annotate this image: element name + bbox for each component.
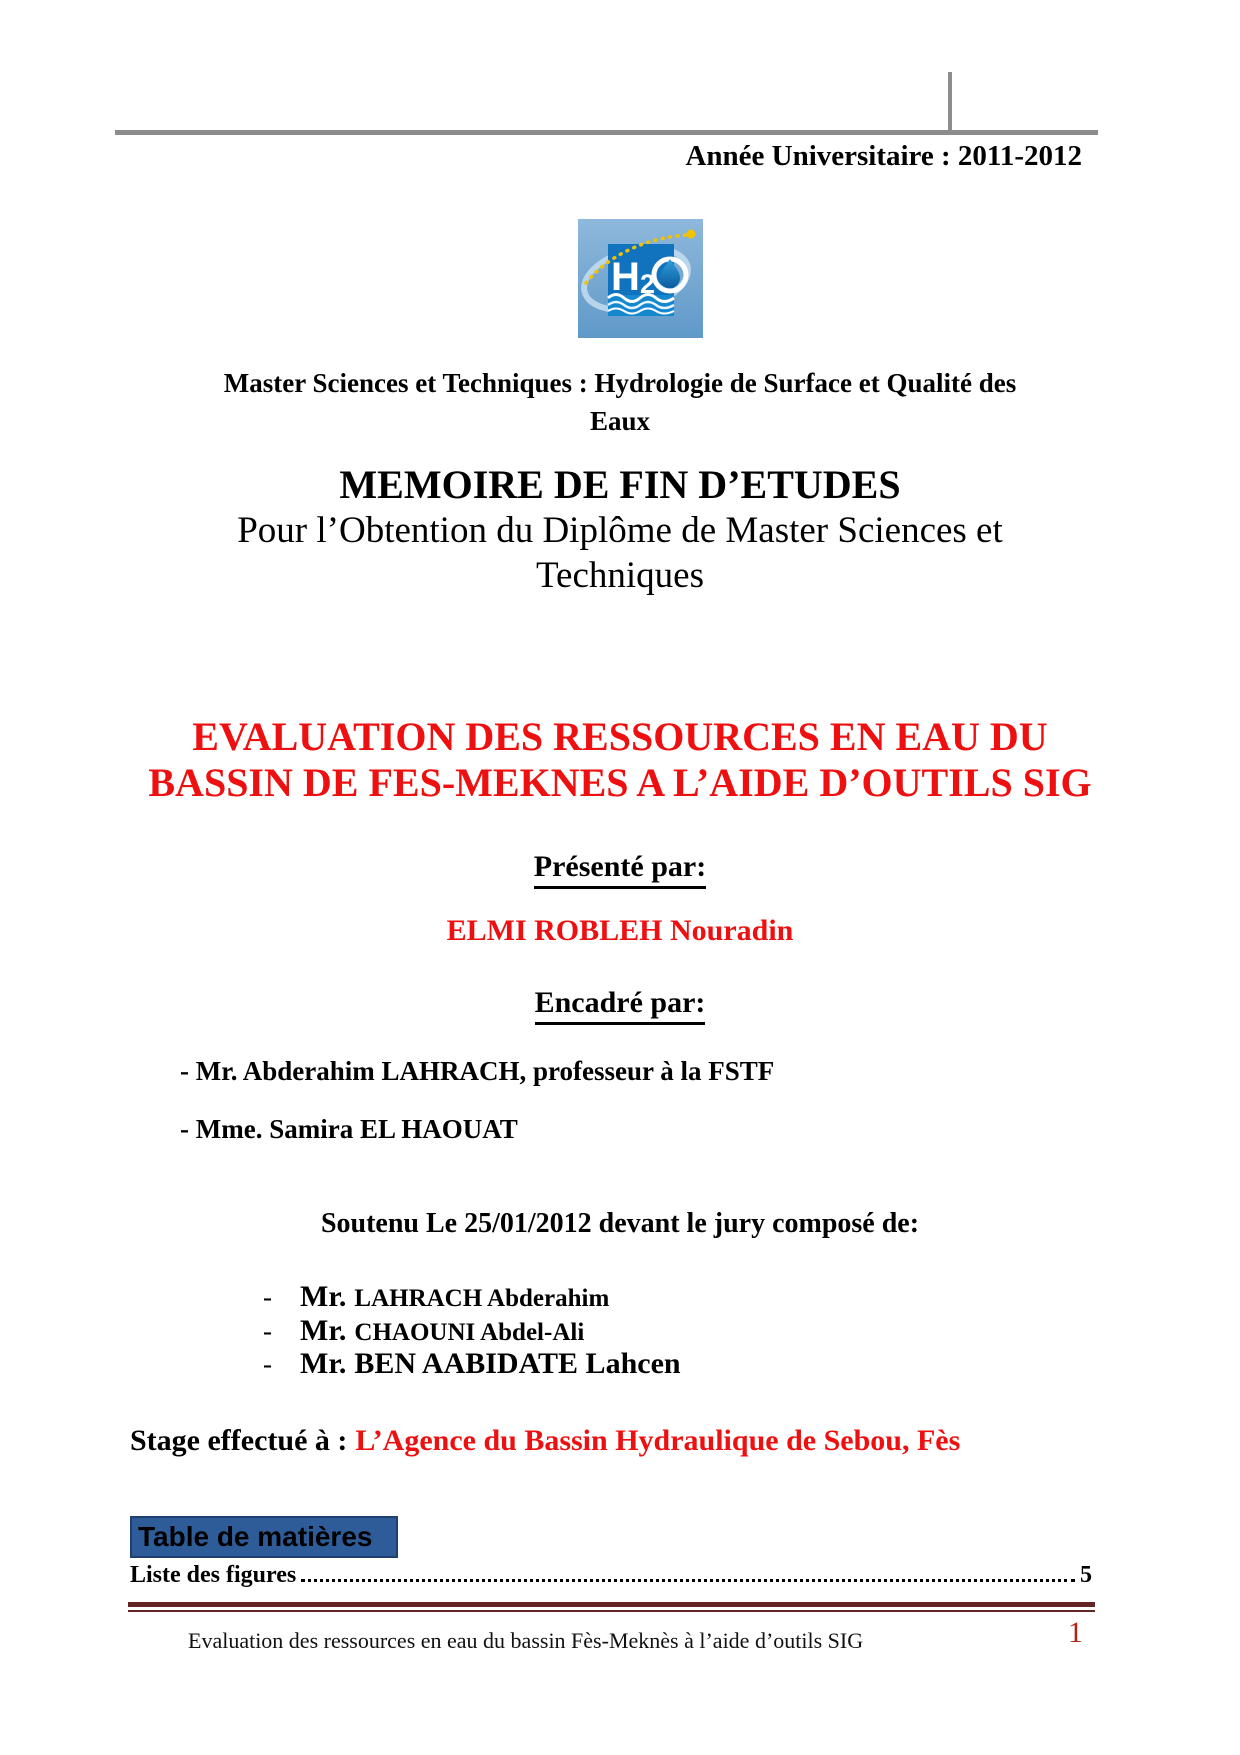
internship-place: L’Agence du Bassin Hydraulique de Sebou, Fès [355, 1424, 961, 1457]
jury-name: BEN AABIDATE Lahcen [354, 1347, 681, 1380]
supervised-by-label: Encadré par: [535, 986, 706, 1025]
h2o-logo [578, 219, 703, 338]
jury-prefix: Mr. [300, 1280, 347, 1313]
program-title [0, 364, 1240, 440]
svg-text:H: H [611, 255, 640, 299]
footer-rule [128, 1602, 1095, 1612]
supervisor-2: - Mme. Samira EL HAOUAT [180, 1114, 518, 1144]
jury-dash: - [263, 1316, 272, 1346]
author-name: ELMI ROBLEH Nouradin [446, 914, 794, 947]
program-title-line2: Eaux [589, 406, 651, 436]
jury-dash: - [263, 1349, 272, 1379]
toc-entry-page-number: 5 [1080, 1562, 1092, 1588]
academic-year: Année Universitaire : 2011-2012 [685, 140, 1082, 172]
thesis-title-line2: BASSIN DE FES-MEKNES A L’AIDE D’OUTILS SIG [148, 760, 1092, 805]
header-rule [115, 130, 1098, 135]
jury-prefix: Mr. [300, 1314, 347, 1347]
presented-by-label: Présenté par: [534, 850, 706, 889]
internship-label: Stage effectué à : [130, 1424, 348, 1457]
thesis-title [0, 714, 1240, 806]
jury-name: CHAOUNI Abdel-Ali [354, 1319, 585, 1346]
jury-member-3 [263, 1347, 681, 1381]
jury-member-1 [263, 1280, 609, 1314]
h2o-logo-icon [578, 219, 703, 338]
presented-by-heading [0, 850, 1240, 889]
jury-member-2 [263, 1314, 584, 1348]
program-title-line1: Master Sciences et Techniques : Hydrologie de Surface et Qualité des [223, 368, 1017, 398]
toc-dot-leader [301, 1579, 1075, 1582]
header-vertical-tick [948, 72, 952, 130]
jury-name: LAHRACH Abderahim [354, 1285, 610, 1312]
memoire-subtitle [0, 508, 1240, 598]
thesis-title-line1: EVALUATION DES RESSOURCES EN EAU DU [192, 714, 1048, 759]
memoire-subtitle-line1: Pour l’Obtention du Diplôme de Master Sciences et [237, 510, 1003, 551]
toc-entry-label[interactable]: Liste des figures [130, 1562, 297, 1588]
jury-prefix: Mr. [300, 1347, 347, 1380]
memoire-title: MEMOIRE DE FIN D’ETUDES [339, 462, 901, 507]
internship-line [130, 1424, 960, 1458]
svg-text:2: 2 [640, 269, 656, 299]
footer-running-title: Evaluation des ressources en eau du bassin Fès-Meknès à l’aide d’outils SIG [188, 1628, 864, 1653]
memoire-subtitle-line2: Techniques [536, 555, 704, 596]
footer-page-number: 1 [1068, 1616, 1083, 1649]
supervised-by-heading [0, 986, 1240, 1025]
jury-dash: - [263, 1282, 272, 1312]
toc-entry-liste-des-figures[interactable] [130, 1562, 1092, 1589]
toc-heading: Table de matières [130, 1516, 398, 1558]
supervisor-1: - Mr. Abderahim LAHRACH, professeur à la FSTF [180, 1056, 775, 1086]
defense-line: Soutenu Le 25/01/2012 devant le jury composé de: [320, 1208, 920, 1239]
